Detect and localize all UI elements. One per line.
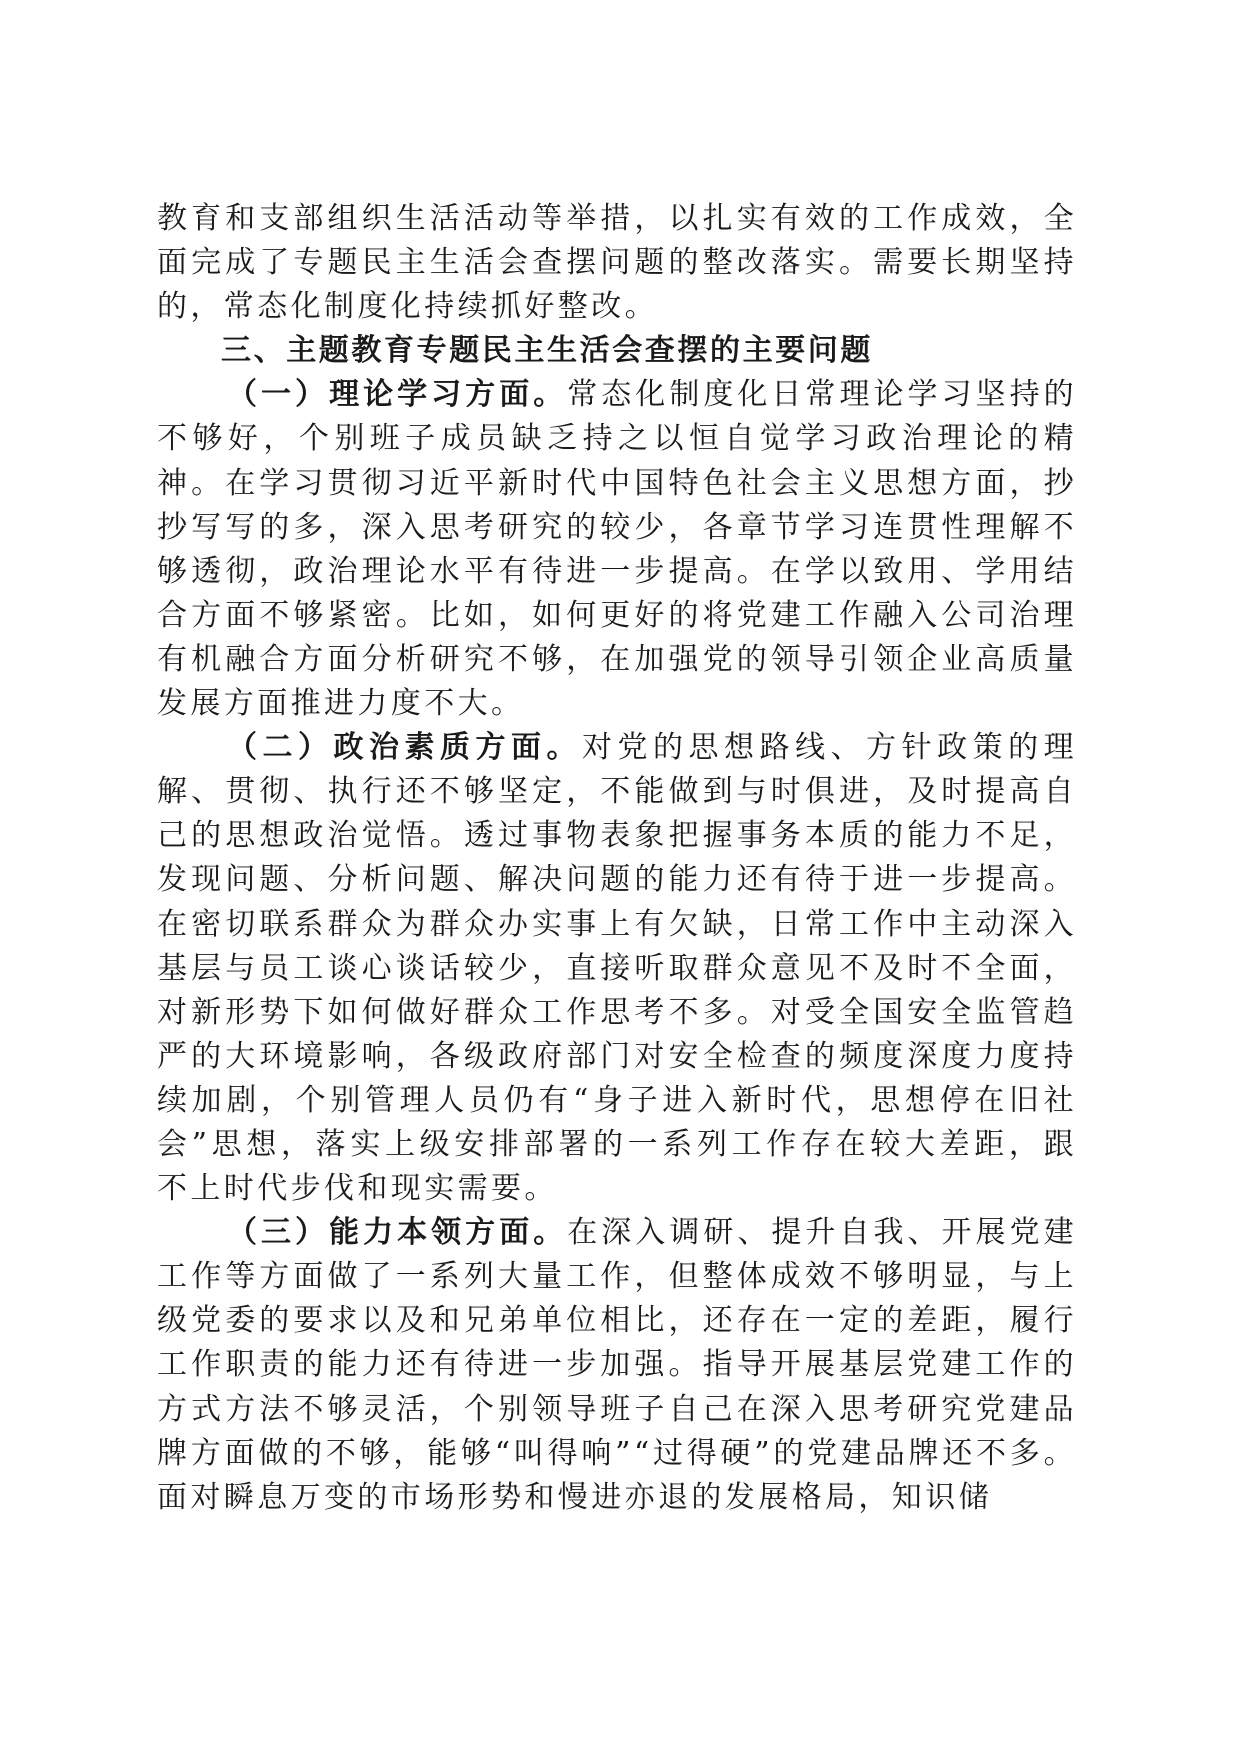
item-lead-3: （三）能力本领方面。 (227, 1215, 568, 1251)
intro-paragraph: 教育和支部组织生活活动等举措，以扎实有效的工作成效，全面完成了专题民主生活会查摆问题的整改落实。需要长期坚持的，常态化制度化持续抓好整改。 (157, 201, 1077, 325)
section-heading: 三、主题教育专题民主生活会查摆的主要问题 (221, 333, 873, 369)
item-paragraph-2 (157, 726, 1077, 1211)
item-lead-1: （一）理论学习方面。 (227, 377, 568, 413)
item-body-1: 常态化制度化日常理论学习坚持的不够好，个别班子成员缺乏持之以恒自觉学习政治理论的精神。在学习贯彻习近平新时代中国特色社会主义思想方面，抄抄写写的多，深入思考研究的较少，各章节学习连贯性理解不够透彻，政治理论水平有待进一步提高。在学以致用、学用结合方面不够紧密。比如，如何更好的将党建工作融入公司治理有机融合方面分析研究不够，在加强党的领导引领企业高质量发展方面推进力度不大。 (157, 377, 1077, 722)
item-body-2: 对党的思想路线、方针政策的理解、贯彻、执行还不够坚定，不能做到与时俱进，及时提高自己的思想政治觉悟。透过事物表象把握事务本质的能力不足，发现问题、分析问题、解决问题的能力还有待于进一步提高。在密切联系群众为群众办实事上有欠缺，日常工作中主动深入基层与员工谈心谈话较少，直接听取群众意见不及时不全面，对新形势下如何做好群众工作思考不多。对受全国安全监管趋严的大环境影响，各级政府部门对安全检查的频度深度力度持续加剧，个别管理人员仍有“身子进入新时代，思想停在旧社会”思想，落实上级安排部署的一系列工作存在较大差距，跟不上时代步伐和现实需要。 (157, 730, 1077, 1207)
item-body-3: 在深入调研、提升自我、开展党建工作等方面做了一系列大量工作，但整体成效不够明显，与上级党委的要求以及和兄弟单位相比，还存在一定的差距，履行工作职责的能力还有待进一步加强。指导开展基层党建工作的方式方法不够灵活，个别领导班子自己在深入思考研究党建品牌方面做的不够，能够“叫得响”“过得硬”的党建品牌还不多。面对瞬息万变的市场形势和慢进亦退的发展格局，知识储 (157, 1215, 1077, 1515)
item-paragraph-3 (157, 1211, 1077, 1520)
document-body (157, 197, 1077, 1520)
item-paragraph-1 (157, 373, 1077, 726)
item-lead-2: （二）政治素质方面。 (227, 730, 583, 766)
